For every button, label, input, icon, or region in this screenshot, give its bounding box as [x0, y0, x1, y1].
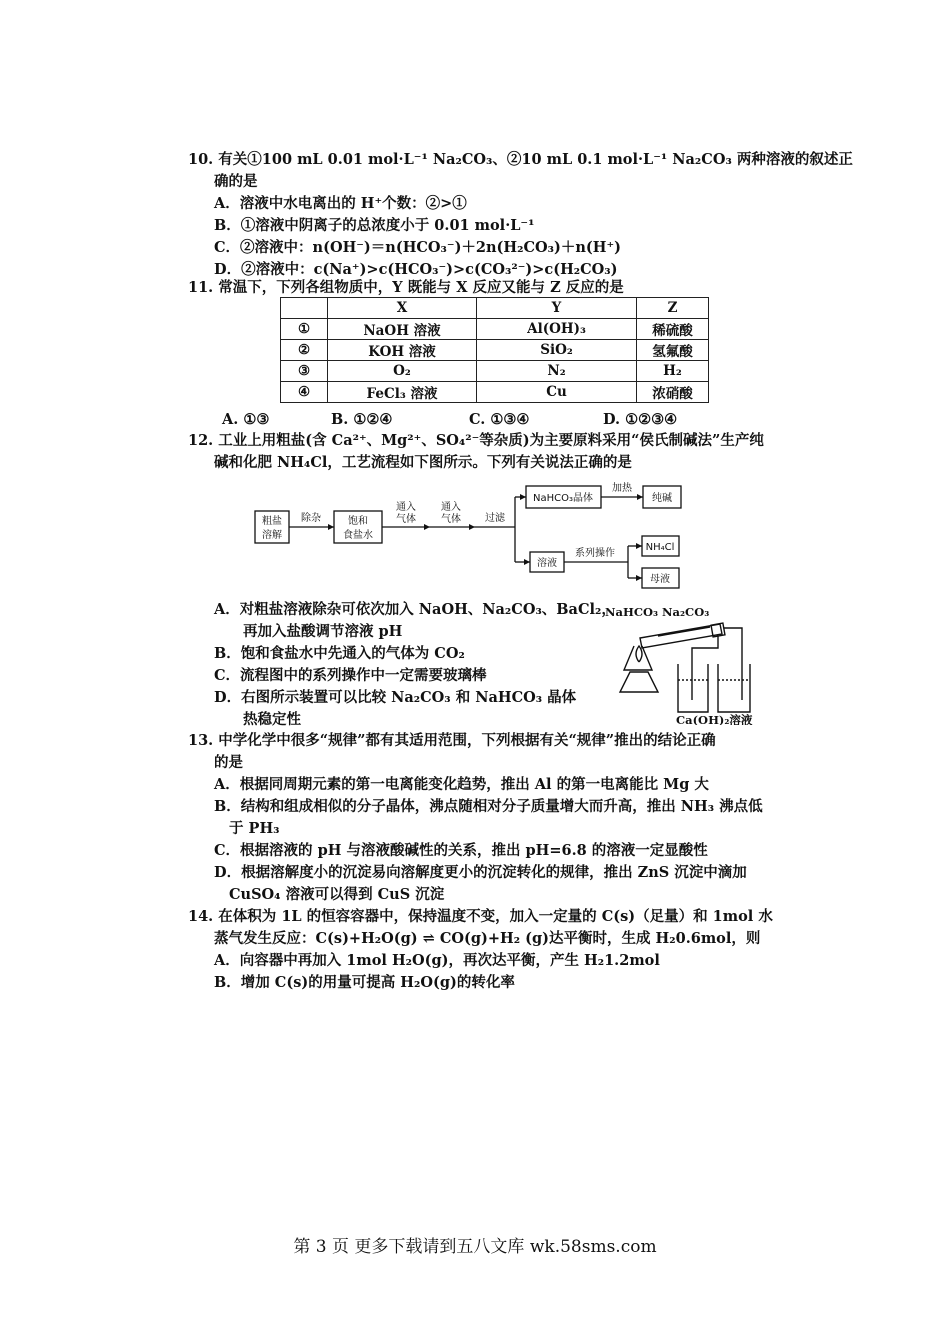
q12-stem-line1: 12. 工业上用粗盐(含 Ca²⁺、Mg²⁺、SO₄²⁻等杂质)为主要原料采用“侯氏制碱法”生产纯 — [188, 432, 764, 449]
q14-option-b: B．增加 C(s)的用量可提高 H₂O(g)的转化率 — [214, 974, 515, 991]
table-cell: 稀硫酸 — [637, 319, 709, 340]
q11-option-c: C. ①③④ — [469, 411, 530, 428]
table-cell: SiO₂ — [477, 340, 637, 361]
q12-option-a-line2: 再加入盐酸调节溶液 pH — [243, 623, 403, 640]
apparatus-diagram — [600, 600, 760, 725]
table-cell: ② — [281, 340, 328, 361]
q13-option-a: A．根据同周期元素的第一电离能变化趋势，推出 Al 的第一电离能比 Mg 大 — [214, 776, 709, 793]
q13-stem-line2: 的是 — [214, 754, 243, 771]
label-nh4cl: NH₄Cl — [645, 542, 675, 553]
q10-option-b: B．①溶液中阴离子的总浓度小于 0.01 mol·L⁻¹ — [214, 217, 535, 234]
table-cell — [281, 298, 328, 319]
label-crude-salt-a: 粗盐 — [262, 516, 282, 527]
table-cell: NaOH 溶液 — [328, 319, 477, 340]
table-cell: ③ — [281, 361, 328, 382]
q12-option-b: B．饱和食盐水中先通入的气体为 CO₂ — [214, 645, 465, 662]
q10-option-c: C．②溶液中：n(OH⁻)＝n(HCO₃⁻)＋2n(H₂CO₃)＋n(H⁺) — [214, 239, 621, 256]
table-header-row — [281, 298, 709, 319]
table-cell: ① — [281, 319, 328, 340]
label-mother-liquor: 母液 — [650, 574, 670, 585]
label-remove-impurities: 除杂 — [301, 513, 321, 524]
label-soda: 纯碱 — [652, 493, 672, 504]
table-cell: KOH 溶液 — [328, 340, 477, 361]
apparatus-label-bottom: Ca(OH)₂溶液 — [676, 713, 753, 725]
label-filter: 过滤 — [485, 513, 505, 524]
label-nahco3-crystal: NaHCO₃晶体 — [533, 493, 593, 504]
table-cell: Z — [637, 298, 709, 319]
table-cell: ④ — [281, 382, 328, 403]
table-cell: O₂ — [328, 361, 477, 382]
q13-option-d-line2: CuSO₄ 溶液可以得到 CuS 沉淀 — [229, 886, 445, 903]
label-solution: 溶液 — [537, 558, 557, 569]
q11-option-a: A. ①③ — [222, 411, 270, 428]
q12-option-d-line1: D．右图所示装置可以比较 Na₂CO₃ 和 NaHCO₃ 晶体 — [214, 689, 577, 706]
q14-stem-line1: 14. 在体积为 1L 的恒容容器中，保持温度不变，加入一定量的 C(s)（足量）和 1mol 水 — [188, 908, 773, 925]
table-row — [281, 319, 709, 340]
table-cell: H₂ — [637, 361, 709, 382]
label-gas-in-1a: 通入 — [396, 502, 416, 513]
q12-stem-line2: 碱和化肥 NH₄Cl，工艺流程如下图所示。下列有关说法正确的是 — [214, 454, 632, 471]
q10-option-a: A．溶液中水电离出的 H⁺个数：②>① — [214, 195, 467, 212]
q11-option-d: D. ①②③④ — [603, 411, 678, 428]
label-crude-salt-b: 溶解 — [262, 530, 282, 541]
label-brine-b: 食盐水 — [343, 530, 373, 541]
label-brine-a: 饱和 — [348, 516, 368, 527]
label-series-operations: 系列操作 — [575, 548, 615, 559]
q11-option-b: B. ①②④ — [331, 411, 393, 428]
table-cell: FeCl₃ 溶液 — [328, 382, 477, 403]
process-flow-diagram — [250, 478, 710, 590]
apparatus-label-top: NaHCO₃ Na₂CO₃ — [605, 605, 710, 619]
table-cell: X — [328, 298, 477, 319]
table-cell: 氢氟酸 — [637, 340, 709, 361]
label-gas-in-2b: 气体 — [441, 514, 461, 525]
q13-option-d-line1: D．根据溶解度小的沉淀易向溶解度更小的沉淀转化的规律，推出 ZnS 沉淀中滴加 — [214, 864, 747, 881]
q10-stem-line1: 10. 有关①100 mL 0.01 mol·L⁻¹ Na₂CO₃、②10 mL 0.1 mol·L⁻¹ Na₂CO₃ 两种溶液的叙述正 — [188, 151, 853, 168]
q14-stem-line2: 蒸气发生反应：C(s)+H₂O(g) ⇌ CO(g)+H₂ (g)达平衡时，生成 H₂0.6mol，则 — [214, 930, 761, 947]
table-cell: 浓硝酸 — [637, 382, 709, 403]
table-row — [281, 382, 709, 403]
q12-option-a-line1: A．对粗盐溶液除杂可依次加入 NaOH、Na₂CO₃、BaCl₂， — [214, 601, 616, 618]
q11-stem: 11. 常温下，下列各组物质中，Y 既能与 X 反应又能与 Z 反应的是 — [188, 279, 624, 296]
label-gas-in-1b: 气体 — [396, 514, 416, 525]
label-heat: 加热 — [612, 483, 632, 494]
q14-option-a: A．向容器中再加入 1mol H₂O(g)，再次达平衡，产生 H₂1.2mol — [214, 952, 660, 969]
table-row — [281, 361, 709, 382]
table-cell: N₂ — [477, 361, 637, 382]
table-cell: Y — [477, 298, 637, 319]
page-footer: 第 3 页 更多下载请到五八文库 wk.58sms.com — [293, 1237, 657, 1257]
q13-option-b-line1: B．结构和组成相似的分子晶体，沸点随相对分子质量增大而升高，推出 NH₃ 沸点低 — [214, 798, 763, 815]
q11-table — [280, 297, 709, 403]
q10-option-d: D．②溶液中：c(Na⁺)>c(HCO₃⁻)>c(CO₃²⁻)>c(H₂CO₃) — [214, 261, 618, 278]
q13-stem-line1: 13. 中学化学中很多“规律”都有其适用范围，下列根据有关“规律”推出的结论正确 — [188, 732, 716, 749]
q13-option-b-line2: 于 PH₃ — [229, 820, 280, 837]
table-row — [281, 340, 709, 361]
table-cell: Al(OH)₃ — [477, 319, 637, 340]
table-cell: Cu — [477, 382, 637, 403]
label-gas-in-2a: 通入 — [441, 502, 461, 513]
q12-option-c: C．流程图中的系列操作中一定需要玻璃棒 — [214, 667, 487, 684]
q13-option-c: C．根据溶液的 pH 与溶液酸碱性的关系，推出 pH=6.8 的溶液一定显酸性 — [214, 842, 708, 859]
q12-option-d-line2: 热稳定性 — [243, 711, 301, 728]
q10-stem-line2: 确的是 — [214, 173, 258, 190]
